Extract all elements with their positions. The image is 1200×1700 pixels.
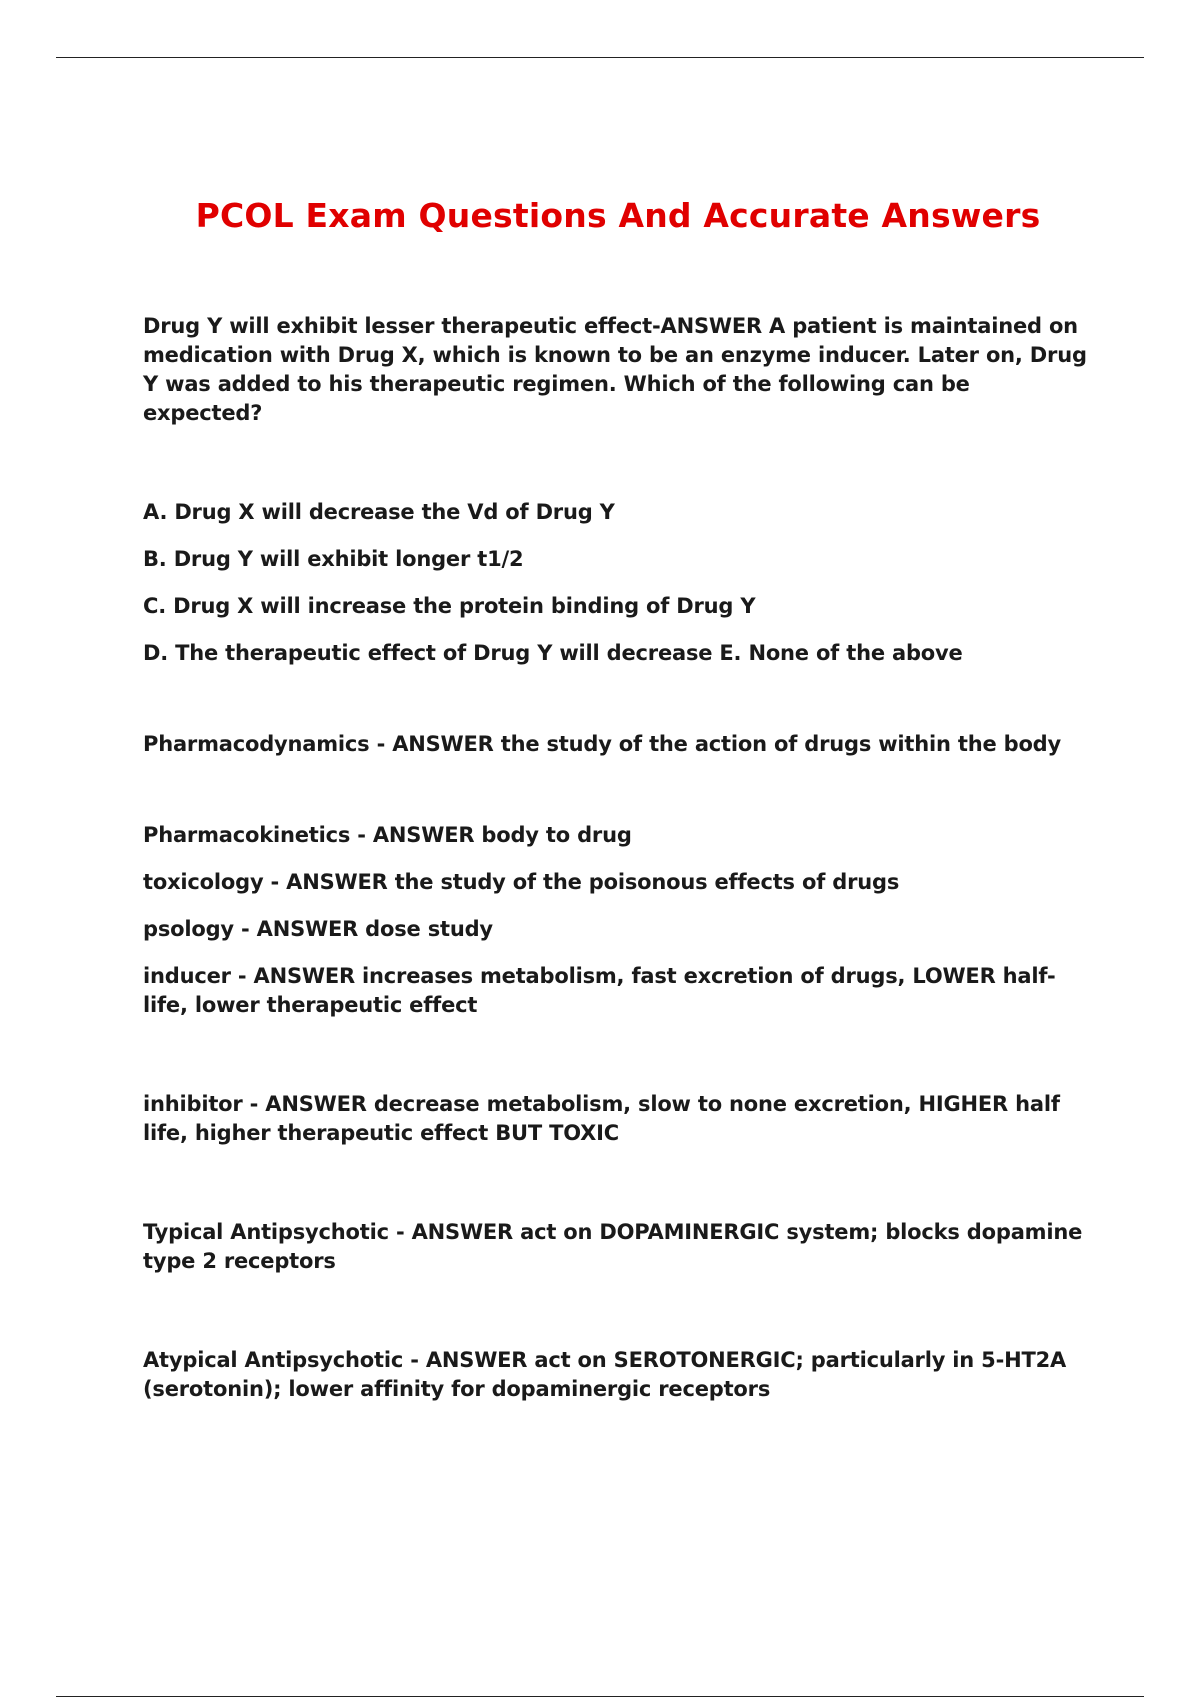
option-c: C. Drug X will increase the protein binding of Drug Y (143, 594, 756, 618)
entry-inhibitor: inhibitor - ANSWER decrease metabolism, slow to none excretion, HIGHER half life, higher therapeutic effect BUT TOXIC (143, 1092, 1060, 1145)
question-text: Drug Y will exhibit lesser therapeutic effect-ANSWER A patient is maintained on medication with Drug X, which is known to be an enzyme inducer. Later on, Drug Y was added to his therapeutic regimen. Which of the following can be expected? (143, 314, 1087, 425)
option-d: D. The therapeutic effect of Drug Y will decrease E. None of the above (143, 641, 963, 665)
document-title: PCOL Exam Questions And Accurate Answers (195, 196, 1041, 235)
entry-typical-antipsychotic: Typical Antipsychotic - ANSWER act on DOPAMINERGIC system; blocks dopamine type 2 receptors (143, 1220, 1083, 1273)
entry-inducer: inducer - ANSWER increases metabolism, fast excretion of drugs, LOWER half-life, lower therapeutic effect (143, 964, 1056, 1017)
entry-pharmacokinetics: Pharmacokinetics - ANSWER body to drug (143, 823, 632, 847)
entry-toxicology: toxicology - ANSWER the study of the poisonous effects of drugs (143, 870, 900, 894)
option-a: A. Drug X will decrease the Vd of Drug Y (143, 500, 615, 524)
option-b: B. Drug Y will exhibit longer t1/2 (143, 547, 524, 571)
footer-rule (56, 1696, 1144, 1697)
entry-pharmacodynamics: Pharmacodynamics - ANSWER the study of the action of drugs within the body (143, 732, 1061, 756)
header-rule (56, 57, 1144, 58)
entry-psology: psology - ANSWER dose study (143, 917, 493, 941)
document-body (143, 312, 1093, 1404)
entry-atypical-antipsychotic: Atypical Antipsychotic - ANSWER act on SEROTONERGIC; particularly in 5-HT2A (serotonin); lower affinity for dopaminergic receptors (143, 1348, 1067, 1401)
